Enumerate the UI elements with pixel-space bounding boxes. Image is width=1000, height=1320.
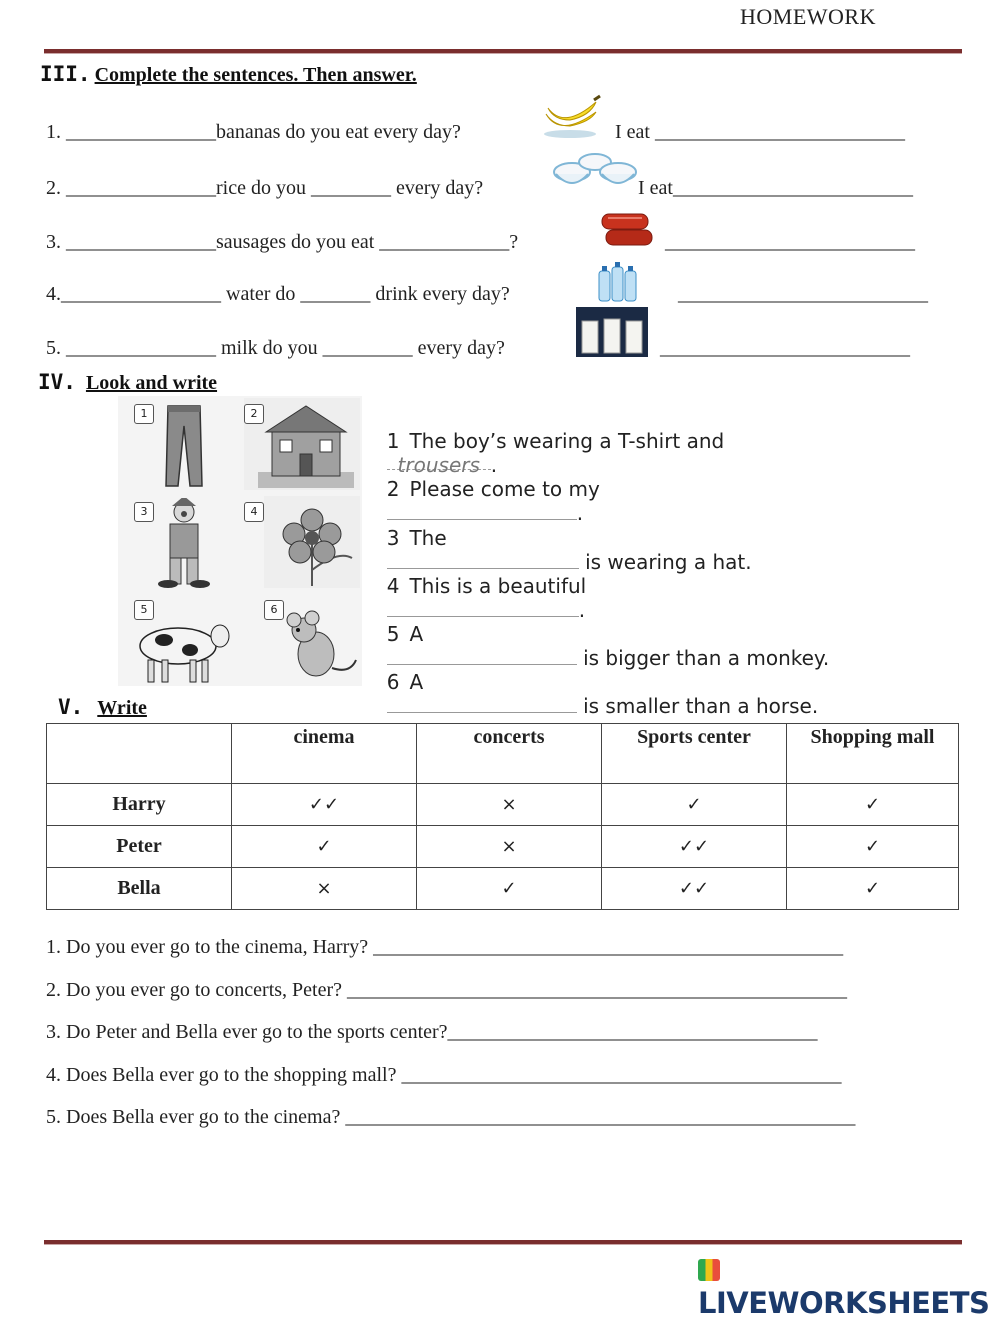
s5-question-1[interactable]: 1. Do you ever go to the cinema, Harry? _______________________________________________: [46, 936, 844, 958]
s4-sentence-2-end: .: [576, 501, 584, 525]
picture-1-number: 1: [134, 404, 154, 424]
section-4-number: IV.: [38, 370, 76, 394]
s5-question-4[interactable]: 4. Does Bella ever go to the shopping mall? ____________________________________________: [46, 1064, 842, 1086]
s4-sentence-4-text: This is a beautiful: [409, 574, 587, 598]
banana-icon: [540, 94, 602, 145]
s4-sentence-5-number: 5: [386, 622, 400, 646]
s3-answer-1: I eat _________________________: [615, 121, 905, 143]
s3-question-4: 4.________________ water do _______ drink every day?: [46, 283, 510, 305]
row-name: Peter: [47, 826, 232, 868]
s4-sentence-1-text: The boy’s wearing a T-shirt and: [409, 429, 725, 453]
cow-icon: [134, 618, 230, 684]
section-4-title: Look and write: [85, 372, 218, 394]
s4-sentence-3-number: 3: [386, 526, 400, 550]
water-bottles-icon: [595, 257, 641, 308]
s4-sentence-6-text: A: [409, 670, 424, 694]
s3-answer-2: I eat________________________: [638, 177, 913, 199]
picture-4-number: 4: [244, 502, 264, 522]
check-mark: ✓✓: [602, 868, 787, 910]
section-5-heading: [58, 695, 147, 720]
s4-sentence-6-end: is smaller than a horse.: [583, 694, 819, 718]
s3-question-5: 5. _______________ milk do you _________ every day?: [46, 337, 505, 359]
s3-question-3: 3. _______________sausages do you eat _____________?: [46, 231, 519, 253]
s4-sentence-5-end: is bigger than a monkey.: [583, 646, 830, 670]
table-header-row: [47, 724, 959, 784]
section-5-title: Write: [97, 697, 147, 719]
rice-bowls-icon: [550, 152, 640, 199]
mouse-icon: [280, 608, 360, 684]
check-mark: ✓: [787, 868, 959, 910]
section-3-title: Complete the sentences. Then answer.: [94, 64, 417, 86]
table-header-concerts: concerts: [417, 724, 602, 784]
picture-3: [118, 496, 236, 588]
s4-answer-1[interactable]: trousers: [387, 453, 491, 470]
s4-sentence-6-number: 6: [386, 670, 400, 694]
section-3-heading: [40, 62, 417, 87]
picture-grid: [118, 396, 362, 686]
picture-5-number: 5: [134, 600, 154, 620]
table-header-sports-center: Sports center: [602, 724, 787, 784]
picture-6: [264, 594, 360, 686]
flower-icon: [268, 500, 356, 586]
check-mark: ✓✓: [232, 784, 417, 826]
picture-1: [118, 398, 236, 490]
logo-mark-icon: [698, 1259, 720, 1281]
clown-icon: [152, 498, 216, 588]
s4-answer-6[interactable]: [387, 696, 577, 713]
liveworksheets-logo: [698, 1252, 1000, 1320]
picture-6-number: 6: [264, 600, 284, 620]
table-row: [47, 826, 959, 868]
check-mark: ×: [417, 826, 602, 868]
sausage-icon: [598, 210, 656, 257]
table-row: [47, 784, 959, 826]
s4-sentence-2-text: Please come to my: [409, 477, 600, 501]
row-name: Harry: [47, 784, 232, 826]
top-divider: [44, 49, 962, 54]
s3-question-2: 2. _______________rice do you ________ every day?: [46, 177, 484, 199]
s4-sentence-3-end: is wearing a hat.: [585, 550, 752, 574]
check-mark: ✓: [232, 826, 417, 868]
page-header-title: HOMEWORK: [740, 4, 876, 29]
check-mark: ✓✓: [602, 826, 787, 868]
table-header-shopping-mall: Shopping mall: [787, 724, 959, 784]
check-mark: ✓: [787, 826, 959, 868]
s5-question-5[interactable]: 5. Does Bella ever go to the cinema? ___________________________________________________: [46, 1106, 856, 1128]
s3-answer-4: _________________________: [678, 283, 928, 305]
picture-2-number: 2: [244, 404, 264, 424]
s4-sentence-1-number: 1: [386, 429, 400, 453]
s4-sentence-4-number: 4: [386, 574, 400, 598]
milk-glasses-icon: [576, 307, 648, 362]
check-mark: ✓: [417, 868, 602, 910]
s5-question-3[interactable]: 3. Do Peter and Bella ever go to the sports center?_____________________________________: [46, 1021, 818, 1043]
s4-sentence-5-text: A: [409, 622, 424, 646]
table-row: [47, 868, 959, 910]
check-mark: ✓: [602, 784, 787, 826]
s4-sentence-1-end: .: [490, 453, 498, 477]
logo-text: LIVEWORKSHEETS: [698, 1286, 990, 1320]
house-icon: [258, 402, 354, 488]
check-mark: ✓: [787, 784, 959, 826]
s5-question-2[interactable]: 2. Do you ever go to concerts, Peter? __________________________________________________: [46, 979, 848, 1001]
section-3-number: III.: [40, 62, 91, 86]
activities-table: [46, 723, 959, 910]
table-header-blank: [47, 724, 232, 784]
table-header-cinema: cinema: [232, 724, 417, 784]
s3-answer-5: _________________________: [660, 337, 910, 359]
s4-sentence-6: [374, 646, 818, 718]
s4-sentence-3-text: The: [409, 526, 447, 550]
section-4-heading: [38, 370, 217, 395]
bottom-divider: [44, 1240, 962, 1245]
s4-sentence-4-end: .: [578, 598, 586, 622]
check-mark: ×: [232, 868, 417, 910]
s4-sentence-2-number: 2: [386, 477, 400, 501]
s3-question-1: 1. _______________bananas do you eat every day?: [46, 121, 461, 143]
picture-3-number: 3: [134, 502, 154, 522]
picture-5: [118, 594, 236, 686]
picture-2: [244, 398, 360, 490]
trousers-icon: [162, 404, 206, 488]
row-name: Bella: [47, 868, 232, 910]
s3-answer-3: _________________________: [665, 231, 915, 253]
section-5-number: V.: [58, 695, 84, 719]
check-mark: ×: [417, 784, 602, 826]
picture-4: [250, 496, 360, 588]
